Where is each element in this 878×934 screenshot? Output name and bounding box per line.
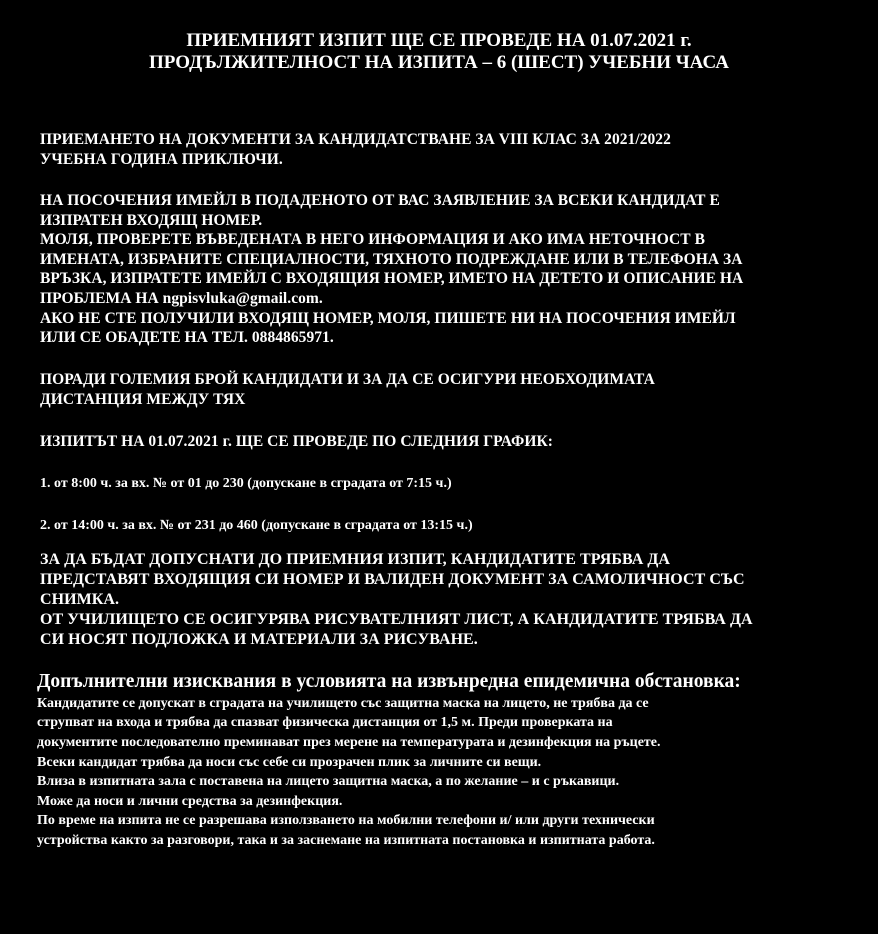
schedule-title: ИЗПИТЪТ НА 01.07.2021 г. ЩЕ СЕ ПРОВЕДЕ ПО СЛЕДНИЯ ГРАФИК: <box>40 432 553 450</box>
email-info-line: ИЗПРАТЕН ВХОДЯЩ НОМЕР. <box>40 211 263 229</box>
admission-line: ПРЕДСТАВЯТ ВХОДЯЩИЯ СИ НОМЕР И ВАЛИДЕН ДОКУМЕНТ ЗА САМОЛИЧНОСТ СЪС <box>40 570 745 588</box>
admission-line: СИ НОСЯТ ПОДЛОЖКА И МАТЕРИАЛИ ЗА РИСУВАНЕ. <box>40 630 478 648</box>
email-info-line: ИЛИ СЕ ОБАДЕТЕ НА ТЕЛ. 0884865971. <box>40 329 334 347</box>
exam-duration-heading: ПРОДЪЛЖИТЕЛНОСТ НА ИЗПИТА – 6 (ШЕСТ) УЧЕБНИ ЧАСА <box>149 52 729 73</box>
requirement-line: Влиза в изпитната зала с поставена на лицето защитна маска, а по желание – и с ръкавици. <box>37 774 620 790</box>
distance-note-line: ПОРАДИ ГОЛЕМИЯ БРОЙ КАНДИДАТИ И ЗА ДА СЕ ОСИГУРИ НЕОБХОДИМАТА <box>40 370 655 388</box>
admission-line: ЗА ДА БЪДАТ ДОПУСНАТИ ДО ПРИЕМНИЯ ИЗПИТ, КАНДИДАТИТЕ ТРЯБВА ДА <box>40 550 671 568</box>
email-info-line: МОЛЯ, ПРОВЕРЕТЕ ВЪВЕДЕНАТА В НЕГО ИНФОРМАЦИЯ И АКО ИМА НЕТОЧНОСТ В <box>40 231 705 249</box>
email-info-line: ВРЪЗКА, ИЗПРАТЕТЕ ИМЕЙЛ С ВХОДЯЩИЯ НОМЕР, ИМЕТО НА ДЕТЕТО И ОПИСАНИЕ НА <box>40 270 744 288</box>
announcement-body <box>37 130 840 851</box>
requirement-line: Кандидатите се допускат в сградата на училището със защитна маска на лицето, не трябва да се <box>37 695 649 711</box>
additional-requirements-title: Допълнителни изисквания в условията на извънредна епидемична обстановка: <box>37 670 741 692</box>
admission-section <box>40 550 840 650</box>
requirement-line: документите последователно преминават през мерене на температурата и дезинфекция на ръцете. <box>37 734 661 750</box>
admission-line: СНИМКА. <box>40 590 120 608</box>
schedule-item: 1. от 8:00 ч. за вх. № от 01 до 230 (допускане в сградата от 7:15 ч.) <box>40 475 452 491</box>
distance-note-section <box>40 370 840 410</box>
exam-date-heading: ПРИЕМНИЯТ ИЗПИТ ЩЕ СЕ ПРОВЕДЕ НА 01.07.2021 г. <box>186 30 692 51</box>
announcement-header <box>0 30 878 74</box>
requirement-line: По време на изпита не се разрешава използването на мобилни телефони и/ или други технически <box>37 813 655 829</box>
email-info-section <box>40 191 840 348</box>
admission-line: ОТ УЧИЛИЩЕТО СЕ ОСИГУРЯВА РИСУВАТЕЛНИЯТ ЛИСТ, А КАНДИДАТИТЕ ТРЯБВА ДА <box>40 610 753 628</box>
closing-line: УЧЕБНА ГОДИНА ПРИКЛЮЧИ. <box>40 151 283 168</box>
requirement-line: Всеки кандидат трябва да носи със себе си прозрачен плик за личните си вещи. <box>37 754 542 770</box>
requirement-line: Може да носи и лични средства за дезинфекция. <box>37 793 343 809</box>
requirement-line: устройства както за разговори, така и за заснемане на изпитната постановка и изпитната работа. <box>37 832 655 848</box>
closing-line: ПРИЕМАНЕТО НА ДОКУМЕНТИ ЗА КАНДИДАТСТВАНЕ ЗА VIII КЛАС ЗА 2021/2022 <box>40 131 671 148</box>
additional-requirements-body <box>37 694 840 851</box>
email-info-line: НА ПОСОЧЕНИЯ ИМЕЙЛ В ПОДАДЕНОТО ОТ ВАС ЗАЯВЛЕНИЕ ЗА ВСЕКИ КАНДИДАТ Е <box>40 192 720 209</box>
email-info-line: АКО НЕ СТЕ ПОЛУЧИЛИ ВХОДЯЩ НОМЕР, МОЛЯ, ПИШЕТЕ НИ НА ПОСОЧЕНИЯ ИМЕЙЛ <box>40 309 736 327</box>
email-info-line: ИМЕНАТА, ИЗБРАНИТЕ СПЕЦИАЛНОСТИ, ТЯХНОТО ПОДРЕЖДАНЕ ИЛИ В ТЕЛЕФОНА ЗА <box>40 250 743 268</box>
distance-note-line: ДИСТАНЦИЯ МЕЖДУ ТЯХ <box>40 390 246 408</box>
schedule-item: 2. от 14:00 ч. за вх. № от 231 до 460 (допускане в сградата от 13:15 ч.) <box>40 517 473 533</box>
closing-section <box>40 130 840 170</box>
email-info-line: ПРОБЛЕМА НА ngpisvluka@gmail.com. <box>40 289 323 307</box>
schedule-section <box>40 432 840 536</box>
requirement-line: струпват на входа и трябва да спазват физическа дистанция от 1,5 м. Преди проверката на <box>37 715 613 731</box>
additional-requirements-section <box>37 670 840 851</box>
